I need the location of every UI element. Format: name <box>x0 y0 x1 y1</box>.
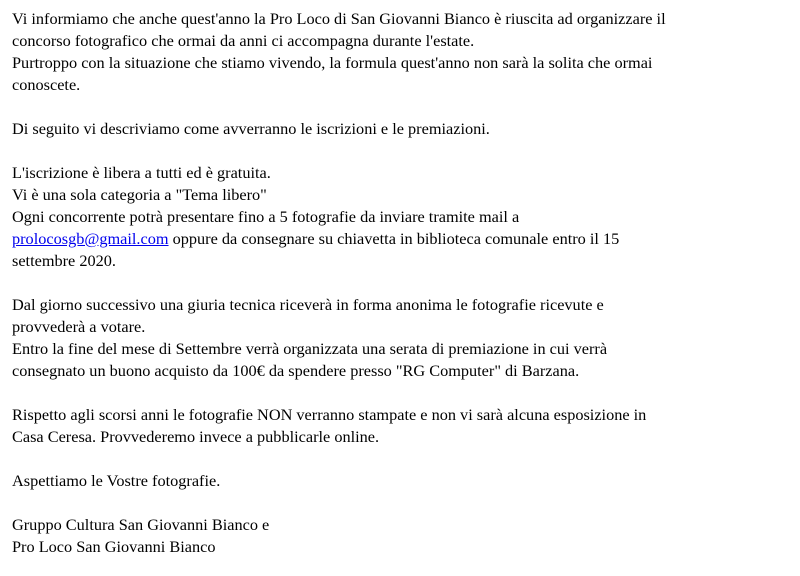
blank-line <box>12 448 788 470</box>
situation-line-1: Purtroppo con la situazione che stiamo vivendo, la formula quest'anno non sarà la solita che ormai <box>12 53 653 72</box>
blank-line <box>12 382 788 404</box>
jury-line-1: Dal giorno successivo una giuria tecnica riceverà in forma anonima le fotografie ricevute e <box>12 295 604 314</box>
print-line-2: Casa Ceresa. Provvederemo invece a pubblicarle online. <box>12 427 380 446</box>
intro-paragraph <box>12 8 788 96</box>
blank-line <box>12 272 788 294</box>
jury-paragraph <box>12 294 788 382</box>
closing-text: Aspettiamo le Vostre fotografie. <box>12 471 221 490</box>
registration-paragraph <box>12 162 788 272</box>
submit-line-1: Ogni concorrente potrà presentare fino a 5 fotografie da inviare tramite mail a <box>12 207 520 226</box>
jury-line-2: provvederà a votare. <box>12 317 146 336</box>
signature-line-2: Pro Loco San Giovanni Bianco <box>12 537 216 556</box>
situation-line-2: conoscete. <box>12 75 81 94</box>
print-paragraph <box>12 404 788 448</box>
registration-free-text: L'iscrizione è libera a tutti ed è gratuita. <box>12 163 271 182</box>
closing-paragraph <box>12 470 788 492</box>
blank-line <box>12 140 788 162</box>
print-line-1: Rispetto agli scorsi anni le fotografie NON verranno stampate e non vi sarà alcuna esposizione in <box>12 405 647 424</box>
intro-line-2: concorso fotografico che ormai da anni ci accompagna durante l'estate. <box>12 31 475 50</box>
category-text: Vi è una sola categoria a "Tema libero" <box>12 185 267 204</box>
submit-line-2: oppure da consegnare su chiavetta in biblioteca comunale entro il 15 <box>168 229 620 248</box>
intro-line-1: Vi informiamo che anche quest'anno la Pro Loco di San Giovanni Bianco è riuscita ad organizzare il <box>12 9 666 28</box>
describe-text: Di seguito vi descriviamo come avverranno le iscrizioni e le premiazioni. <box>12 119 490 138</box>
submit-line-3: settembre 2020. <box>12 251 116 270</box>
signature <box>12 514 788 558</box>
describe-paragraph <box>12 118 788 140</box>
award-line-2: consegnato un buono acquisto da 100€ da spendere presso "RG Computer" di Barzana. <box>12 361 580 380</box>
blank-line <box>12 96 788 118</box>
blank-line <box>12 492 788 514</box>
signature-line-1: Gruppo Cultura San Giovanni Bianco e <box>12 515 270 534</box>
email-link[interactable]: prolocosgb@gmail.com <box>12 229 169 248</box>
award-line-1: Entro la fine del mese di Settembre verrà organizzata una serata di premiazione in cui verrà <box>12 339 608 358</box>
